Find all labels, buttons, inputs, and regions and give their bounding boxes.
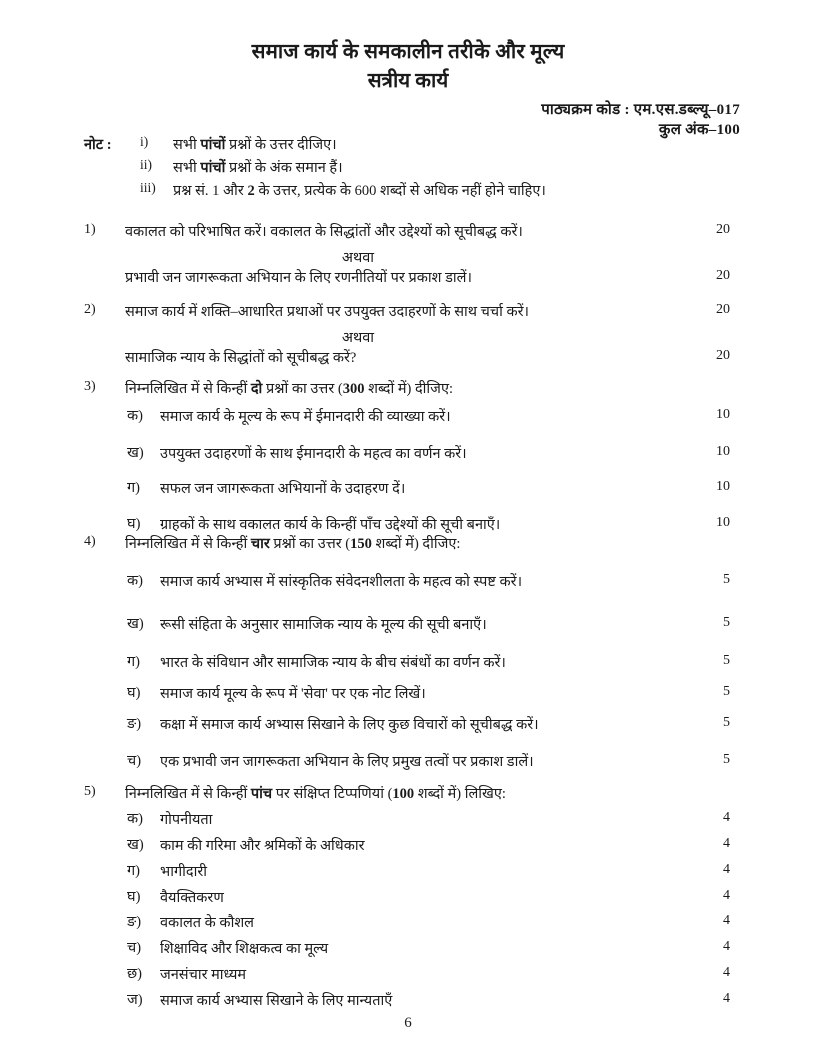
- subitem-text: वकालत के कौशल: [160, 915, 255, 931]
- subitem-text: भागीदारी: [160, 864, 208, 880]
- or-separator: अथवा: [341, 330, 375, 346]
- question-heading-part: प्रश्नों का उत्तर (: [269, 536, 351, 552]
- question-marks: 20: [716, 222, 730, 237]
- subitem-marks: 4: [723, 888, 730, 903]
- question-heading-emphasis: 100: [392, 786, 415, 802]
- note-text-part: प्रश्नों के अंक समान हैं।: [225, 160, 343, 176]
- question-alt-marks: 20: [716, 348, 730, 363]
- subitem-marks: 4: [723, 913, 730, 928]
- note-item: [140, 134, 740, 157]
- question-number: 4): [84, 534, 96, 549]
- subitem-marks: 4: [723, 965, 730, 980]
- subitem-text: समाज कार्य मूल्य के रूप में 'सेवा' पर एक नोट लिखें।: [160, 686, 426, 702]
- subitem-marks: 5: [723, 684, 730, 699]
- subitem-label: ख): [127, 445, 144, 461]
- note-item-number: i): [140, 134, 149, 149]
- subitem-label: ज): [127, 992, 143, 1008]
- subitem-text: जनसंचार माध्यम: [160, 967, 247, 983]
- subitem-label: ङ): [127, 914, 142, 930]
- subitem-marks: 5: [723, 572, 730, 587]
- note-text-part: प्रश्नों के उत्तर दीजिए।: [225, 137, 337, 153]
- subitem-text: समाज कार्य के मूल्य के रूप में ईमानदारी की व्याख्या करें।: [160, 409, 451, 425]
- subitem-marks: 4: [723, 991, 730, 1006]
- question-heading-part: प्रश्नों का उत्तर (: [262, 381, 343, 397]
- subitem-text: शिक्षाविद और शिक्षकत्व का मूल्य: [160, 941, 329, 957]
- subitem-text: काम की गरिमा और श्रमिकों के अधिकार: [160, 838, 365, 854]
- subitem-label: क): [127, 811, 143, 827]
- subitem-label: ङ): [127, 716, 142, 732]
- page-title: समाज कार्य के समकालीन तरीके और मूल्य: [251, 41, 565, 63]
- subitem-label: ग): [127, 863, 140, 879]
- subitem-marks: 4: [723, 939, 730, 954]
- note-item: [140, 157, 740, 180]
- subitem-marks: 10: [716, 407, 730, 422]
- question-marks: 20: [716, 302, 730, 317]
- page-subtitle: सत्रीय कार्य: [367, 70, 449, 92]
- subitem-marks: 5: [723, 715, 730, 730]
- subitem-marks: 10: [716, 444, 730, 459]
- subitem-label: घ): [127, 889, 141, 905]
- subitem-text: समाज कार्य अभ्यास सिखाने के लिए मान्यताएँ: [160, 993, 393, 1009]
- question-heading-part: शब्दों में) दीजिए:: [371, 536, 461, 552]
- note-text-part: सभी: [173, 137, 201, 153]
- question-heading: [125, 533, 460, 553]
- subitem-text: रूसी संहिता के अनुसार सामाजिक न्याय के मूल्य की सूची बनाएँ।: [160, 617, 487, 633]
- subitem-label: घ): [127, 516, 141, 532]
- note-item-text: [173, 157, 343, 177]
- subitem-label: ख): [127, 616, 144, 632]
- subitem-text: वैयक्तिकरण: [160, 890, 224, 906]
- subitem-marks: 5: [723, 752, 730, 767]
- page-number: 6: [404, 1015, 412, 1031]
- subitem-label: ख): [127, 837, 144, 853]
- subitem-marks: 10: [716, 479, 730, 494]
- subitem-label: घ): [127, 685, 141, 701]
- question-heading-part: निम्नलिखित में से किन्हीं: [125, 381, 251, 397]
- subitem-label: क): [127, 573, 143, 589]
- question-heading-emphasis: 150: [350, 536, 372, 552]
- course-code: पाठ्यक्रम कोड : एम.एस.डब्ल्यू–017: [541, 102, 740, 118]
- subitem-marks: 4: [723, 810, 730, 825]
- question-heading: [125, 378, 453, 398]
- subitem-text: एक प्रभावी जन जागरूकता अभियान के लिए प्रमुख तत्वों पर प्रकाश डालें।: [160, 754, 534, 770]
- question-number: 1): [84, 222, 96, 237]
- subitem-label: क): [127, 408, 143, 424]
- note-text-part: सभी: [173, 160, 201, 176]
- note-text-emphasis: पांचों: [200, 137, 226, 153]
- question-heading: [125, 783, 506, 803]
- subitem-label: छ): [127, 966, 142, 982]
- note-item: [140, 180, 740, 203]
- question-heading-emphasis: 300: [342, 381, 365, 397]
- note-item-text: [173, 180, 546, 200]
- question-text: वकालत को परिभाषित करें। वकालत के सिद्धांतों और उद्देश्यों को सूचीबद्ध करें।: [125, 224, 523, 240]
- subitem-marks: 5: [723, 653, 730, 668]
- question-number: 5): [84, 784, 96, 799]
- note-item-number: iii): [140, 180, 156, 195]
- subitem-text: समाज कार्य अभ्यास में सांस्कृतिक संवेदनशीलता के महत्व को स्पष्ट करें।: [160, 574, 523, 590]
- note-label: नोट :: [84, 137, 112, 153]
- question-number: 2): [84, 302, 96, 317]
- question-heading-part: निम्नलिखित में से किन्हीं: [125, 786, 251, 802]
- question-heading-emphasis: पांच: [250, 786, 273, 802]
- question-alt-text: सामाजिक न्याय के सिद्धांतों को सूचीबद्ध करें?: [125, 350, 357, 366]
- question-heading-part: पर संक्षिप्त टिप्पणियां (: [272, 786, 393, 802]
- note-text-emphasis: पांचों: [200, 160, 226, 176]
- subitem-label: च): [127, 753, 142, 769]
- subitem-marks: 10: [716, 515, 730, 530]
- note-text-part: के उत्तर, प्रत्येक के 600 शब्दों से अधिक नहीं होने चाहिए।: [254, 183, 546, 199]
- note-item-text: [173, 134, 337, 154]
- subitem-label: ग): [127, 480, 140, 496]
- question-alt-text: प्रभावी जन जागरूकता अभियान के लिए रणनीतियों पर प्रकाश डालें।: [125, 270, 472, 286]
- subitem-label: ग): [127, 654, 140, 670]
- note-list: [140, 134, 740, 203]
- subitem-text: सफल जन जागरूकता अभियानों के उदाहरण दें।: [160, 481, 406, 497]
- subitem-text: गोपनीयता: [160, 812, 213, 828]
- subitem-label: च): [127, 940, 142, 956]
- or-separator: अथवा: [341, 250, 375, 266]
- question-number: 3): [84, 379, 96, 394]
- subitem-marks: 4: [723, 836, 730, 851]
- subitem-marks: 4: [723, 862, 730, 877]
- question-text: समाज कार्य में शक्ति–आधारित प्रथाओं पर उपयुक्त उदाहरणों के साथ चर्चा करें।: [125, 304, 530, 320]
- subitem-text: ग्राहकों के साथ वकालत कार्य के किन्हीं पाँच उद्देश्यों की सूची बनाएँ।: [160, 517, 501, 533]
- question-heading-part: शब्दों में) लिखिए:: [414, 786, 506, 802]
- subitem-text: उपयुक्त उदाहरणों के साथ ईमानदारी के महत्व का वर्णन करें।: [160, 446, 467, 462]
- question-heading-part: शब्दों में) दीजिए:: [364, 381, 453, 397]
- question-alt-marks: 20: [716, 268, 730, 283]
- note-text-part: प्रश्न सं. 1 और: [173, 183, 248, 199]
- subitem-marks: 5: [723, 615, 730, 630]
- question-heading-emphasis: चार: [250, 536, 270, 552]
- subitem-text: कक्षा में समाज कार्य अभ्यास सिखाने के लिए कुछ विचारों को सूचीबद्ध करें।: [160, 717, 539, 733]
- subitem-text: भारत के संविधान और सामाजिक न्याय के बीच संबंधों का वर्णन करें।: [160, 655, 506, 671]
- question-heading-part: निम्नलिखित में से किन्हीं: [125, 536, 251, 552]
- note-text-emphasis: 2: [247, 183, 255, 199]
- total-marks: कुल अंक–100: [658, 122, 740, 138]
- note-item-number: ii): [140, 157, 152, 172]
- question-heading-emphasis: दो: [250, 381, 263, 397]
